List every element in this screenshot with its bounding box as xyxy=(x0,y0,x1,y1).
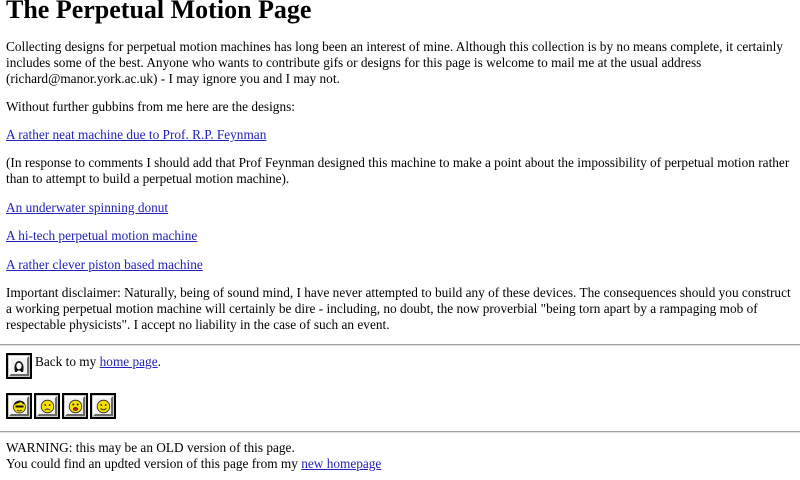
design-item xyxy=(6,228,796,244)
smiley-sad-button[interactable] xyxy=(34,393,60,419)
updated-version-text: You could find an updted version of this page from my new homepage xyxy=(6,456,382,471)
horizontal-rule xyxy=(0,344,800,346)
lead-in-text: Without further gubbins from me here are the designs: xyxy=(6,99,295,114)
design-item xyxy=(6,200,796,216)
horizontal-rule xyxy=(0,431,800,433)
design-link-piston[interactable]: A rather clever piston based machine xyxy=(6,257,203,272)
portrait-icon xyxy=(9,356,29,376)
old-version-warning xyxy=(6,440,381,472)
smiley-cool-icon xyxy=(9,396,29,416)
smiley-cool-button[interactable] xyxy=(6,393,32,419)
smiley-happy-button[interactable] xyxy=(90,393,116,419)
back-to-home-text: Back to my home page. xyxy=(35,354,161,369)
warning-text: WARNING: this may be an OLD version of this page. xyxy=(6,440,295,455)
smiley-sad-icon xyxy=(37,396,57,416)
smiley-shocked-icon xyxy=(65,396,85,416)
design-item xyxy=(6,127,796,143)
design-item xyxy=(6,257,796,273)
home-page-link[interactable]: home page xyxy=(99,354,158,369)
disclaimer-paragraph: Important disclaimer: Naturally, being of sound mind, I have never attempted to build any of these devices. The consequences should you construct a working perpetual motion machine will certainly be dire - including, no doubt, the now proverbial "being torn apart by a rampaging mob of respectable physicists". I accept no liability in the case of such an event. xyxy=(6,285,791,332)
design-link-hitech[interactable]: A hi-tech perpetual motion machine xyxy=(6,228,198,243)
intro-paragraph: Collecting designs for perpetual motion machines has long been an interest of mine. Although this collection is by no means complete, it certainly includes some of the best. Anyone who wants to contribute gifs or designs for this page is welcome to mail me at the usual address (richard@manor.york.ac.uk) - I may ignore you and I may not. xyxy=(6,39,783,86)
home-portrait-button[interactable] xyxy=(6,353,32,379)
page-title: The Perpetual Motion Page xyxy=(6,0,312,24)
new-homepage-link[interactable]: new homepage xyxy=(301,456,382,471)
smiley-shocked-button[interactable] xyxy=(62,393,88,419)
smiley-happy-icon xyxy=(93,396,113,416)
feynman-note: (In response to comments I should add that Prof Feynman designed this machine to make a point about the impossibility of perpetual motion rather than to attempt to build a perpetual motion machine). xyxy=(6,155,790,186)
design-link-feynman[interactable]: A rather neat machine due to Prof. R.P. Feynman xyxy=(6,127,267,142)
design-link-donut[interactable]: An underwater spinning donut xyxy=(6,200,169,215)
